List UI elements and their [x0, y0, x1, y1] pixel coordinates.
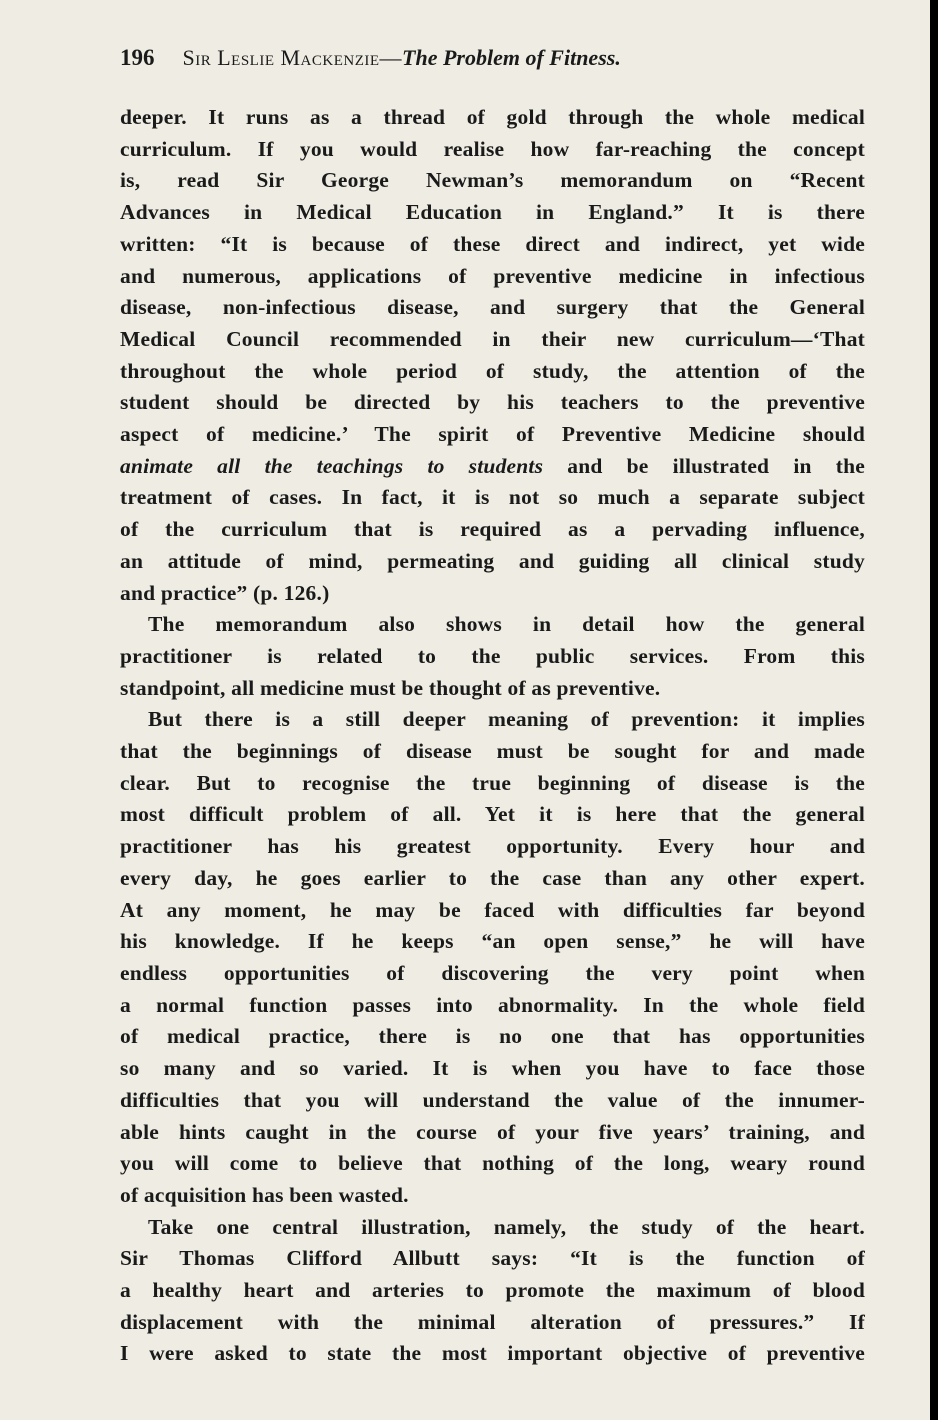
- text-line: so many and so varied. It is when you have to face those: [120, 1056, 865, 1081]
- text-line: endless opportunities of discovering the very point when: [120, 960, 865, 985]
- text-line: you will come to believe that nothing of the long, weary round: [120, 1151, 865, 1176]
- text-line: his knowledge. If he keeps “an open sense,” he will have: [120, 929, 865, 954]
- paragraph-1: [120, 102, 865, 609]
- text-line-italic: [120, 451, 865, 483]
- text-line: But there is a still deeper meaning of prevention: it implies: [148, 707, 865, 732]
- text-line: Advances in Medical Education in England.” It is there: [120, 200, 865, 225]
- italic-phrase: animate all the teachings to students: [120, 453, 544, 478]
- text-line: aspect of medicine.’ The spirit of Preventive Medicine should: [120, 422, 865, 447]
- text-line: standpoint, all medicine must be thought of as preventive.: [120, 675, 661, 700]
- text-line: practitioner is related to the public services. From this: [120, 643, 865, 668]
- text-line: every day, he goes earlier to the case than any other expert.: [120, 865, 865, 890]
- text-line: and numerous, applications of preventive medicine in infectious: [120, 263, 865, 288]
- text-line: student should be directed by his teachers to the preventive: [120, 390, 865, 415]
- page-number: 196: [120, 45, 155, 70]
- running-head-title: The Problem of Fitness.: [402, 45, 621, 70]
- text-line: able hints caught in the course of your five years’ training, and: [120, 1119, 865, 1144]
- text-line: throughout the whole period of study, the attention of the: [120, 358, 865, 383]
- text-line: a healthy heart and arteries to promote the maximum of blood: [120, 1278, 865, 1303]
- text-line: of the curriculum that is required as a pervading influence,: [120, 517, 865, 542]
- text-line: disease, non-infectious disease, and surgery that the General: [120, 295, 865, 320]
- text-line: a normal function passes into abnormality. In the whole field: [120, 992, 865, 1017]
- text-line: deeper. It runs as a thread of gold through the whole medical: [120, 105, 865, 129]
- text-line: is, read Sir George Newman’s memorandum on “Recent: [120, 168, 865, 193]
- text-line: of medical practice, there is no one that has opportunities: [120, 1024, 865, 1049]
- text-line: practitioner has his greatest opportunity. Every hour and: [120, 834, 865, 859]
- running-head-author: Sir Leslie Mackenzie—: [182, 45, 403, 70]
- text-line: clear. But to recognise the true beginning of disease is the: [120, 770, 865, 795]
- running-head: [120, 38, 820, 78]
- text-line: treatment of cases. In fact, it is not so much a separate subject: [120, 485, 865, 510]
- text-line: written: “It is because of these direct and indirect, yet wide: [120, 231, 865, 256]
- paragraph-2: [120, 609, 865, 704]
- text-line: The memorandum also shows in detail how the general: [148, 612, 865, 637]
- body-text: [120, 102, 865, 1370]
- paragraph-4: [120, 1212, 865, 1371]
- text-line: most difficult problem of all. Yet it is here that the general: [120, 802, 865, 827]
- text-line: At any moment, he may be faced with difficulties far beyond: [120, 897, 865, 922]
- text-line: Sir Thomas Clifford Allbutt says: “It is the function of: [120, 1246, 865, 1271]
- text-line: Take one central illustration, namely, the study of the heart.: [148, 1214, 865, 1239]
- text-line: of acquisition has been wasted.: [120, 1182, 409, 1207]
- text-line: curriculum. If you would realise how far-reaching the concept: [120, 136, 865, 161]
- paragraph-3: [120, 704, 865, 1211]
- text-line: Medical Council recommended in their new curriculum—‘That: [120, 326, 865, 351]
- text-line: that the beginnings of disease must be sought for and made: [120, 739, 865, 764]
- text-line: difficulties that you will understand the value of the innumer-: [120, 1087, 865, 1112]
- text-line: I were asked to state the most important objective of preventive: [120, 1341, 865, 1366]
- text-fragment: and be illustrated in the: [543, 453, 866, 478]
- text-line: an attitude of mind, permeating and guiding all clinical study: [120, 548, 865, 573]
- text-line: displacement with the minimal alteration of pressures.” If: [120, 1309, 865, 1334]
- text-line: and practice” (p. 126.): [120, 580, 330, 605]
